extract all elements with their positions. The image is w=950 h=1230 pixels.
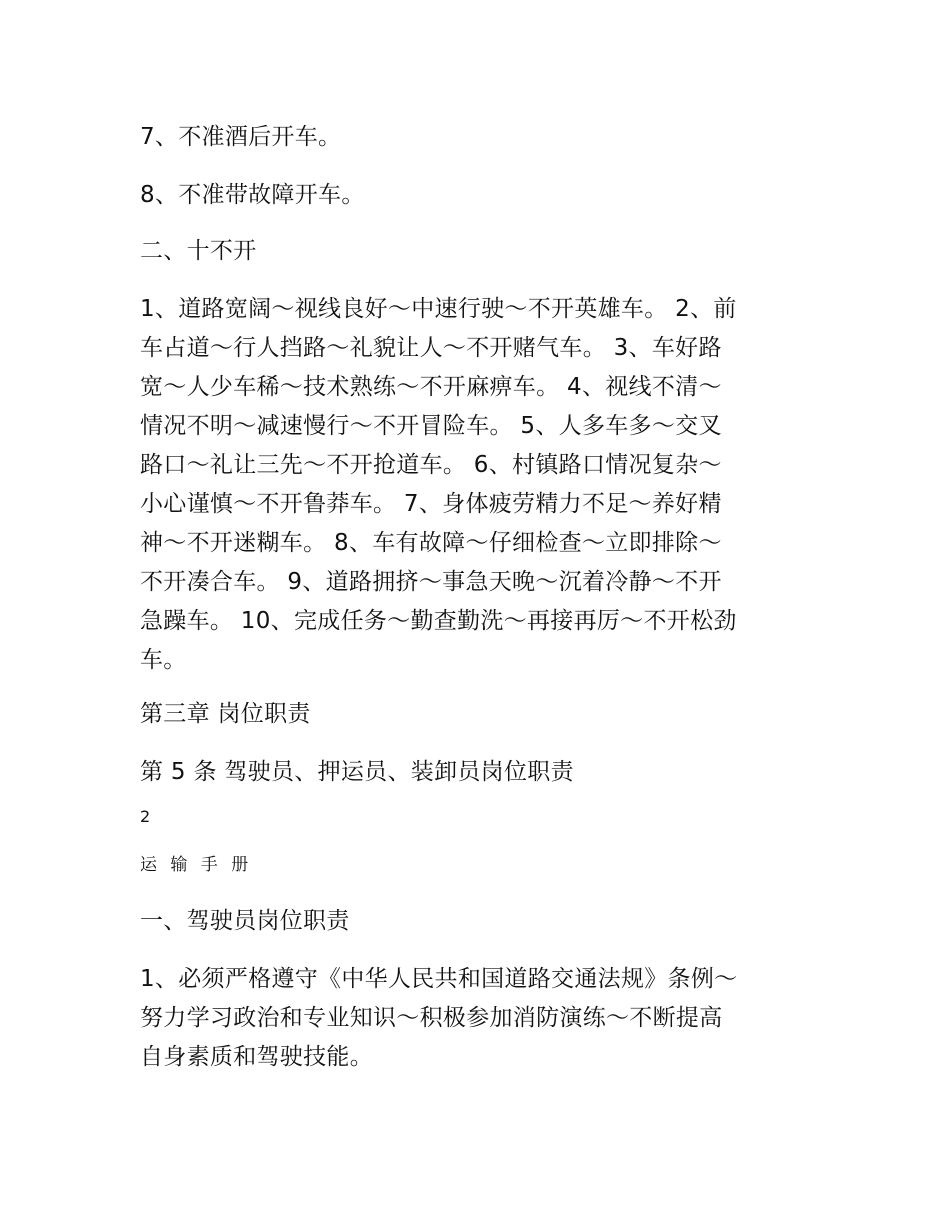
chapter-title: 第三章 岗位职责 — [140, 701, 311, 727]
paragraph-line: 自身素质和驾驶技能。 — [140, 1044, 373, 1070]
paragraph-line: 1、道路宽阔～视线良好～中速行驶～不开英雄车。 2、前 — [140, 296, 737, 322]
paragraph-line: 不开凑合车。 9、道路拥挤～事急天晚～沉着冷静～不开 — [140, 569, 722, 595]
rule-line-8: 8、不准带故障开车。 — [140, 182, 365, 208]
paragraph-line: 急躁车。 10、完成任务～勤查勤洗～再接再厉～不开松劲 — [140, 608, 737, 634]
paragraph-line: 1、必须严格遵守《中华人民共和国道路交通法规》条例～ — [140, 966, 738, 992]
paragraph-line: 神～不开迷糊车。 8、车有故障～仔细检查～立即排除～ — [140, 530, 722, 556]
section-heading-ten-rules: 二、十不开 — [140, 238, 257, 264]
running-header: 运 输 手 册 — [140, 855, 253, 875]
paragraph-line: 小心谨慎～不开鲁莽车。 7、身体疲劳精力不足～养好精 — [140, 491, 722, 517]
rule-line-7: 7、不准酒后开车。 — [140, 124, 342, 150]
article-title: 第 5 条 驾驶员、押运员、装卸员岗位职责 — [140, 759, 574, 785]
section-title-driver: 一、驾驶员岗位职责 — [140, 908, 350, 934]
paragraph-line: 情况不明～减速慢行～不开冒险车。 5、人多车多～交叉 — [140, 413, 722, 439]
page-number: 2 — [140, 807, 151, 826]
paragraph-line: 宽～人少车稀～技术熟练～不开麻痹车。 4、视线不清～ — [140, 374, 722, 400]
paragraph-line: 车占道～行人挡路～礼貌让人～不开赌气车。 3、车好路 — [140, 335, 722, 361]
paragraph-line: 路口～礼让三先～不开抢道车。 6、村镇路口情况复杂～ — [140, 452, 722, 478]
paragraph-line: 车。 — [140, 647, 187, 673]
paragraph-line: 努力学习政治和专业知识～积极参加消防演练～不断提高 — [140, 1005, 723, 1031]
